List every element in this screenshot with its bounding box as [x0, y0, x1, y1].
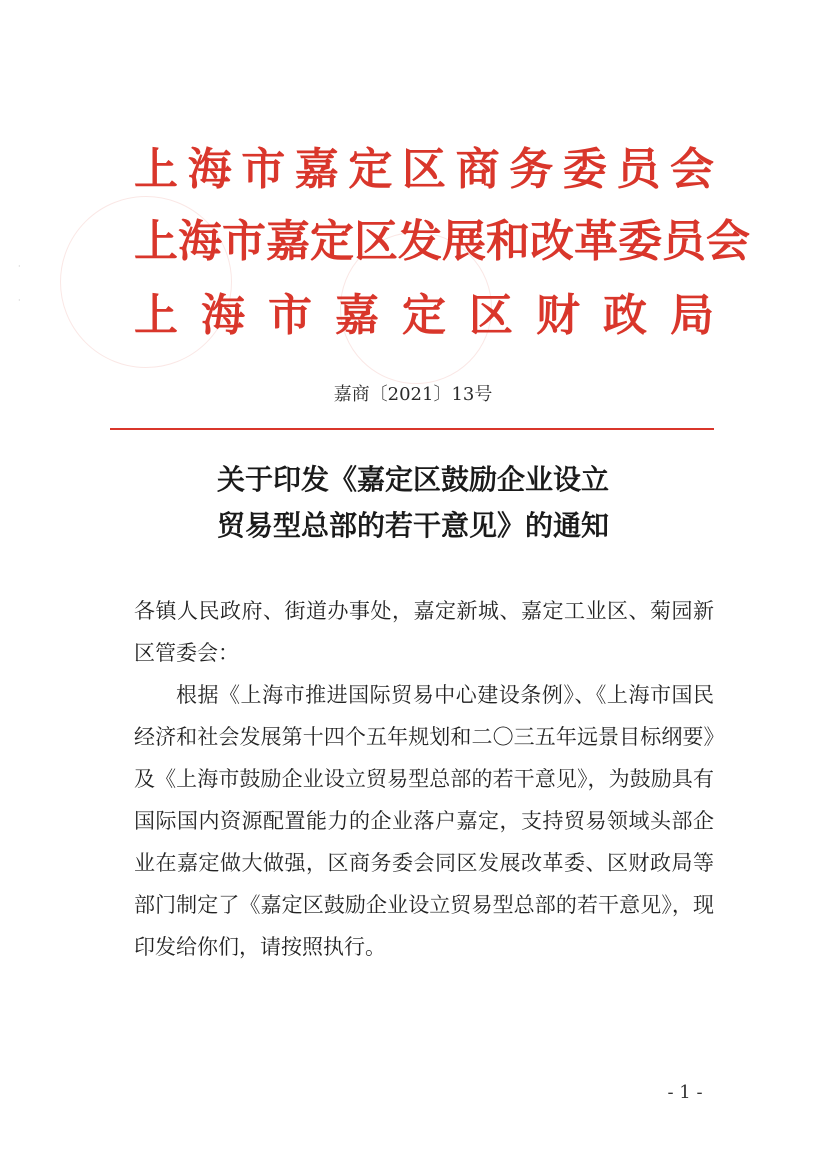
red-separator-line [110, 428, 714, 430]
body-paragraph: 根据《上海市推进国际贸易中心建设条例》、《上海市国民经济和社会发展第十四个五年规划和二〇三五年远景目标纲要》及《上海市鼓励企业设立贸易型总部的若干意见》，为鼓励具有国际国内资源配置能力的企业落户嘉定，支持贸易领域头部企业在嘉定做大做强，区商务委会同区发展改革委、区财政局等部门制定了《嘉定区鼓励企业设立贸易型总部的若干意见》，现印发给你们，请按照执行。 [134, 683, 714, 959]
issuing-org-development-reform: 上海市嘉定区发展和改革委员会 [134, 216, 750, 267]
scan-mark: · [18, 296, 21, 305]
document-body [134, 590, 714, 968]
issuing-org-commerce: 上海市嘉定区商务委员会 [134, 144, 714, 195]
scan-mark: · [18, 262, 21, 271]
issuing-org-finance: 上海市嘉定区财政局 [134, 290, 714, 341]
document-number: 嘉商〔2021〕13号 [333, 384, 493, 405]
salutation: 各镇人民政府、街道办事处，嘉定新城、嘉定工业区、菊园新区管委会： [134, 599, 714, 665]
document-title-line-2: 贸易型总部的若干意见》的通知 [216, 509, 609, 542]
document-title-line-1: 关于印发《嘉定区鼓励企业设立 [216, 463, 609, 496]
page-number: - 1 - [667, 1082, 703, 1103]
